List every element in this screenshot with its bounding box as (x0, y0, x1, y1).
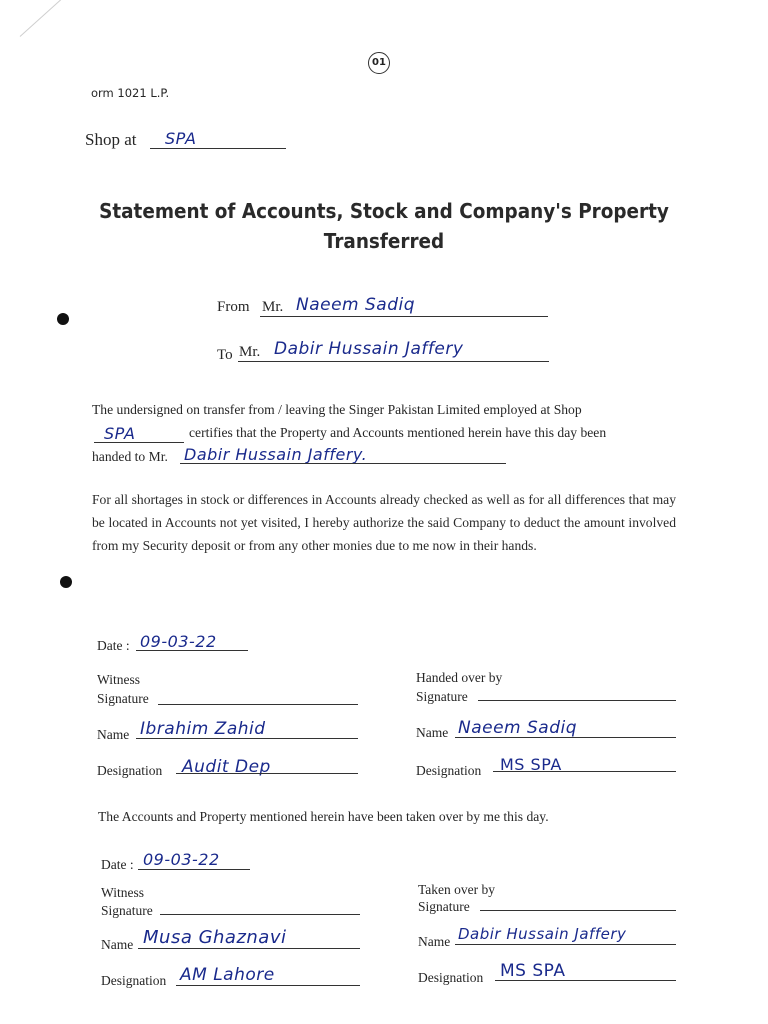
taken-over-signature-label: Signature (418, 899, 470, 914)
certification-shop: SPA (104, 424, 136, 443)
paper-crease (20, 0, 132, 37)
document-title-line2: Transferred (323, 229, 445, 253)
page-number-badge: 01 (368, 52, 390, 74)
shop-value: SPA (165, 129, 197, 148)
shop-label: Shop at (85, 130, 137, 149)
to-name: Dabir Hussain Jaffery (274, 339, 464, 359)
witness2-name-label: Name (101, 937, 134, 952)
document-title-line1: Statement of Accounts, Stock and Company's Property (99, 199, 669, 223)
from-label: From (217, 299, 250, 315)
witness2-heading: Witness (101, 885, 144, 900)
witness2-name-line (138, 948, 360, 949)
witness2-name: Musa Ghaznavi (143, 927, 287, 948)
witness1-name: Ibrahim Zahid (140, 719, 266, 739)
punch-hole (60, 576, 72, 588)
taken-over-heading: Taken over by (418, 882, 496, 897)
handed-over-name-line (455, 737, 676, 738)
handed-over-signature-line (478, 700, 676, 701)
shop-line (150, 148, 286, 149)
witness2-designation-line (176, 985, 360, 986)
taken-over-name-line (455, 944, 676, 945)
to-line (238, 361, 549, 362)
handed-over-name-label: Name (416, 725, 449, 740)
certification-line3: handed to Mr. (92, 449, 168, 464)
handed-over-designation: MS SPA (500, 755, 562, 774)
punch-hole (57, 313, 69, 325)
taken-over-name: Dabir Hussain Jaffery (458, 925, 627, 943)
from-name: Naeem Sadiq (296, 295, 416, 315)
handed-over-designation-label: Designation (416, 763, 482, 778)
authorization-paragraph: For all shortages in stock or differences in Accounts already checked as well as for all differences that may be located in Accounts not yet visited, I hereby authorize the said Company to deduct the amount involved from my Security deposit or from any other monies due to me now in their hands. (92, 492, 676, 553)
certification-handed-line (180, 463, 506, 464)
witness1-signature-label: Signature (97, 691, 149, 706)
taken-over-name-label: Name (418, 934, 451, 949)
witness2-designation: AM Lahore (180, 965, 275, 985)
taken-over-designation: MS SPA (500, 961, 566, 981)
to-label: To (217, 347, 233, 363)
handed-over-heading: Handed over by (416, 670, 503, 685)
witness2-designation-label: Designation (101, 973, 167, 988)
witness2-signature-line (160, 914, 360, 915)
date2-line (138, 869, 250, 870)
taken-over-designation-label: Designation (418, 970, 484, 985)
certification-shop-line (94, 442, 184, 443)
handed-over-name: Naeem Sadiq (458, 718, 578, 738)
to-prefix: Mr. (239, 344, 261, 360)
witness1-signature-line (158, 704, 358, 705)
handed-over-signature-label: Signature (416, 689, 468, 704)
witness1-designation-line (176, 773, 358, 774)
witness1-heading: Witness (97, 672, 140, 687)
date1-line (136, 650, 248, 651)
taken-over-signature-line (480, 910, 676, 911)
date1-label: Date : (97, 638, 130, 653)
handed-over-designation-line (493, 771, 676, 772)
certification-line1: The undersigned on transfer from / leaving the Singer Pakistan Limited employed at Shop (92, 402, 582, 417)
witness2-signature-label: Signature (101, 903, 153, 918)
date1-value: 09-03-22 (140, 632, 217, 651)
certification-handed-to: Dabir Hussain Jaffery. (184, 445, 368, 464)
form-number: orm 1021 L.P. (91, 86, 170, 100)
takeover-statement: The Accounts and Property mentioned herein have been taken over by me this day. (98, 809, 549, 824)
date2-value: 09-03-22 (143, 850, 220, 869)
from-line (260, 316, 548, 317)
witness1-designation-label: Designation (97, 763, 163, 778)
witness1-name-label: Name (97, 727, 130, 742)
from-prefix: Mr. (262, 299, 284, 315)
taken-over-designation-line (495, 980, 676, 981)
witness1-designation: Audit Dep (182, 757, 271, 777)
certification-line2: certifies that the Property and Accounts mentioned herein have this day been (189, 425, 607, 440)
witness1-name-line (136, 738, 358, 739)
date2-label: Date : (101, 857, 134, 872)
